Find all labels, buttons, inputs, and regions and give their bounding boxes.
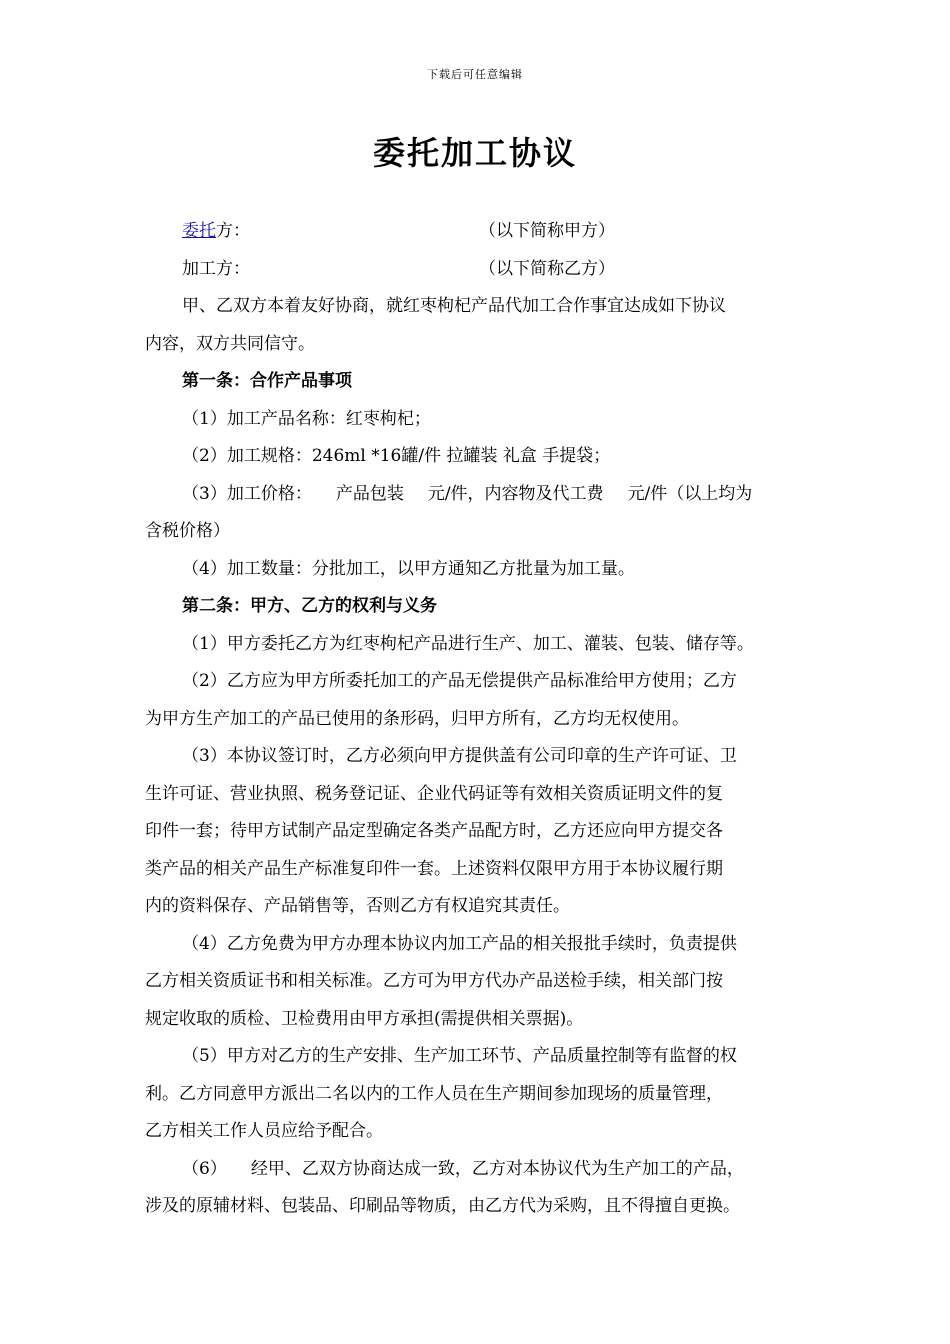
article2-paragraph-cont: 内的资料保存、产品销售等，否则乙方有权追究其责任。 — [145, 896, 570, 916]
price-tail: 元/件（以上均为 — [627, 483, 753, 504]
header-note: 下载后可任意编辑 — [427, 68, 523, 81]
article2-paragraph-cont: 利。乙方同意甲方派出二名以内的工作人员在生产期间参加现场的质量管理， — [145, 1083, 723, 1104]
article2-paragraph-cont: 乙方相关资质证书和相关标准。乙方可为甲方代办产品送检手续，相关部门按 — [145, 971, 723, 991]
client-label: 方： — [216, 221, 250, 241]
document-title: 委托加工协议 — [372, 134, 577, 172]
article2-paragraph-cont: 规定收取的质检、卫检费用由甲方承担(需提供相关票据)。 — [145, 1008, 584, 1029]
article2-paragraph-cont: 生许可证、营业执照、税务登记证、企业代码证等有效相关资质证明文件的复 — [145, 783, 723, 804]
article2-paragraph-cont: 印件一套；待甲方试制产品定型确定各类产品配方时，乙方还应向甲方提交各 — [145, 821, 723, 841]
processor-label: 加工方： — [182, 258, 250, 279]
client-link[interactable]: 委托 — [182, 221, 216, 241]
price-label: （3）加工价格： — [182, 483, 312, 504]
article2-paragraph: （5）甲方对乙方的生产安排、生产加工环节、产品质量控制等有监督的权 — [182, 1046, 737, 1066]
article2-paragraph-cont: 类产品的相关产品生产标准复印件一套。上述资料仅限甲方用于本协议履行期 — [145, 858, 723, 879]
article1-item-cont: 含税价格） — [145, 521, 230, 541]
article2-paragraph-cont: 乙方相关工作人员应给予配合。 — [145, 1121, 383, 1141]
processor-party-line — [145, 251, 817, 289]
article2-heading: 第二条：甲方、乙方的权利与义务 — [182, 596, 437, 616]
article2-paragraph: （4）乙方免费为甲方办理本协议内加工产品的相关报批手续时，负责提供 — [182, 933, 737, 954]
article1-item: （2）加工规格：246ml *16罐/件 拉罐装 礼盒 手提袋； — [182, 446, 611, 466]
article2-paragraph-cont: 涉及的原辅材料、包装品、印刷品等物质，由乙方代为采购，且不得擅自更换。 — [145, 1196, 740, 1216]
article1-item-price — [145, 476, 817, 514]
processor-alias: （以下简称乙方） — [479, 258, 615, 279]
article2-paragraph: （3）本协议签订时，乙方必须向甲方提供盖有公司印章的生产许可证、卫 — [182, 746, 737, 766]
price-packaging: 产品包装 — [335, 483, 404, 504]
article1-heading: 第一条：合作产品事项 — [182, 371, 352, 391]
client-alias: （以下简称甲方） — [479, 221, 615, 241]
paragraph-text: 经甲、乙双方协商达成一致，乙方对本协议代为生产加工的产品， — [250, 1158, 744, 1179]
intro-line: 甲、乙双方本着友好协商，就红枣枸杞产品代加工合作事宜达成如下协议 — [182, 296, 726, 316]
price-content: 元/件，内容物及代工费 — [427, 483, 604, 504]
article1-item: （1）加工产品名称：红枣枸杞； — [182, 408, 431, 429]
paragraph-number: （6） — [182, 1158, 227, 1179]
intro-line: 内容，双方共同信守。 — [145, 333, 315, 354]
document-body — [145, 213, 817, 1226]
article1-item: （4）加工数量：分批加工，以甲方通知乙方批量为加工量。 — [182, 558, 635, 579]
article2-paragraph: （2）乙方应为甲方所委托加工的产品无偿提供产品标准给甲方使用；乙方 — [182, 671, 737, 691]
article2-paragraph — [145, 1151, 817, 1189]
client-party-line — [145, 213, 817, 251]
article2-paragraph: （1）甲方委托乙方为红枣枸杞产品进行生产、加工、灌装、包装、储存等。 — [182, 633, 754, 654]
article2-paragraph-cont: 为甲方生产加工的产品已使用的条形码，归甲方所有，乙方均无权使用。 — [145, 708, 689, 729]
